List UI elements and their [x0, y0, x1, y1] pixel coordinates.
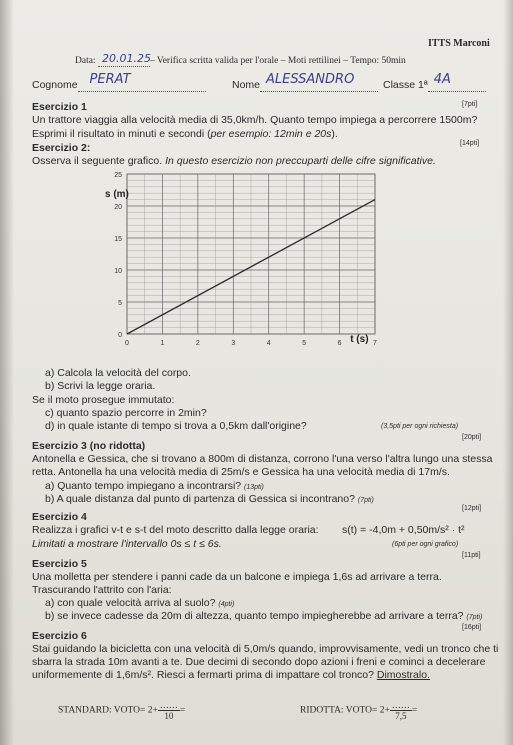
nome-field — [260, 72, 378, 92]
ridotta-label: RIDOTTA: VOTO= 2+ — [300, 705, 390, 716]
nome-handwritten: ALESSANDRO — [266, 72, 355, 87]
es2-qa: a) Calcola la velocità del corpo. — [45, 367, 191, 379]
es2-intro-b: In questo esercizio non preccuparti delle cifre significative. — [165, 155, 436, 167]
y-tick-label: 25 — [114, 172, 122, 179]
school-name: ITTS Marconi — [428, 38, 490, 49]
es3-qb-text: b) A quale distanza dal punto di partenza di Gessica si incontrano? — [45, 493, 355, 505]
nome-label: Nome — [232, 79, 261, 91]
es6-line3-a: uniformemente di 1,6m/s². Riesci a fermarti prima di impattare col tronco? — [32, 669, 377, 681]
es4-line2: Limitati a mostrare l'intervallo 0s ≤ t ≤ 6s. — [32, 538, 222, 550]
x-tick-label: 5 — [302, 340, 307, 347]
standard-fraction — [158, 700, 180, 721]
es3-qa — [45, 480, 264, 492]
es2-intro-a: Osserva il seguente grafico. — [32, 155, 166, 167]
standard-numerator: …… — [159, 700, 178, 710]
x-tick-label: 0 — [125, 340, 129, 347]
es1-line1: Un trattore viaggia alla velocità media di 35,0km/h. Quanto tempo impiega a percorrere 1500m? — [32, 114, 478, 126]
date-line — [75, 52, 406, 67]
ridotta-denominator: 7,5 — [395, 711, 407, 721]
y-tick-label: 0 — [118, 332, 122, 339]
es6-line3-b: Dimostralo. — [376, 669, 430, 681]
x-tick-label: 3 — [231, 340, 236, 347]
es1-line2-a: Esprimi il risultato in minuti e secondi ( — [32, 128, 211, 140]
es5-line2: Trascurando l'attrito con l'aria: — [32, 584, 172, 596]
y-axis-label: s (m) — [105, 189, 129, 201]
x-tick-label: 2 — [195, 340, 200, 347]
es2-qb: b) Scrivi la legge oraria. — [45, 380, 156, 392]
standard-label: STANDARD: VOTO= 2+ — [58, 705, 158, 716]
position-time-chart — [105, 168, 405, 353]
es6-line1: Stai guidando la bicicletta con una velocità di 5,0m/s quando, improvvisamente, vedi un tronco che ti — [32, 643, 499, 655]
exam-subtitle: – Verifica scritta valida per l'orale – Moti rettilinei – Tempo: 50min — [149, 56, 406, 66]
ridotta-numerator: …… — [391, 700, 410, 710]
x-tick-label: 7 — [373, 340, 377, 347]
es3-qa-points: (13pti) — [244, 484, 264, 491]
y-tick-label: 5 — [118, 300, 122, 307]
es5-qa-points: (4pti) — [218, 601, 235, 608]
es3-title: Esercizio 3 (no ridotta) — [32, 440, 146, 452]
standard-equals: = — [179, 705, 186, 716]
x-tick-label: 1 — [160, 340, 165, 347]
es2-qc: c) quanto spazio percorre in 2min? — [45, 407, 207, 419]
es3-line1: Antonella e Gessica, che si trovano a 800m di distanza, corrono l'una verso l'altra lungo una stessa — [32, 453, 493, 465]
es5-qb — [45, 610, 482, 622]
es6-points: [16pti] — [462, 624, 482, 631]
es5-qa-text: a) con quale velocità arriva al suolo? — [45, 597, 216, 609]
y-tick-label: 20 — [114, 204, 122, 211]
es2-intro — [32, 155, 436, 167]
chart-svg — [105, 168, 405, 353]
nome-line — [232, 72, 378, 92]
es1-line2-example: per esempio: 12min e 20s — [210, 128, 332, 140]
es4-law: s(t) = -4,0m + 0,50m/s² · t² — [342, 524, 465, 536]
es5-qa — [45, 597, 234, 609]
standard-denominator: 10 — [164, 711, 174, 721]
y-tick-label: 15 — [114, 236, 122, 243]
es4-line1: Realizza i grafici v-t e s-t del moto descritto dalla legge oraria: — [32, 524, 319, 536]
date-label: Data: — [75, 56, 96, 66]
es2-title: Esercizio 2: — [32, 142, 91, 154]
es5-title: Esercizio 5 — [32, 558, 87, 570]
cognome-label: Cognome — [32, 79, 78, 91]
y-tick-label: 10 — [114, 268, 122, 275]
ridotta-equals: = — [411, 705, 418, 716]
date-field — [98, 52, 151, 67]
es4-note: (6pti per ogni grafico) — [392, 541, 459, 548]
es2-points: [14pti] — [460, 140, 480, 147]
es1-line2 — [32, 128, 338, 140]
es1-line2-c: ). — [331, 128, 338, 140]
es2-note: (3,5pti per ogni richiesta) — [381, 423, 459, 430]
es2-continue: Se il moto prosegue immutato: — [32, 394, 175, 406]
es4-points: [12pti] — [462, 505, 482, 512]
x-tick-label: 6 — [337, 340, 342, 347]
es2-qd: d) in quale istante di tempo si trova a 0,5km dall'origine? — [45, 420, 307, 432]
date-handwritten: 20.01.25 — [101, 52, 151, 65]
es5-qb-text: b) se invece cadesse da 20m di altezza, quanto tempo impiegherebbe ad arrivare a terra? — [45, 610, 464, 622]
es3-line2: retta. Antonella ha una velocità media di 25m/s e Gessica ha una velocità media di 17m/s. — [32, 466, 450, 478]
es3-qb — [45, 493, 374, 505]
es3-qb-points: (7pti) — [357, 497, 374, 504]
classe-handwritten: 4A — [433, 72, 451, 87]
es6-title: Esercizio 6 — [32, 630, 87, 642]
cognome-line — [32, 72, 206, 92]
classe-field — [428, 72, 486, 92]
es1-points: [7pti] — [462, 101, 478, 108]
classe-line — [383, 72, 486, 92]
classe-label: Classe 1ª — [383, 79, 428, 91]
page-shadow-right — [503, 0, 513, 745]
es5-line1: Una molletta per stendere i panni cade da un balcone e impiega 1,6s ad arrivare a terra. — [32, 571, 442, 583]
ridotta-fraction — [390, 700, 412, 721]
es5-qb-points: (7pti) — [466, 614, 483, 621]
x-axis-label: t (s) — [350, 334, 369, 345]
es1-title: Esercizio 1 — [32, 101, 87, 113]
page-shadow-left — [0, 0, 14, 745]
cognome-handwritten: PERAT — [89, 72, 131, 87]
es3-points: [20pti] — [462, 434, 482, 441]
es3-qa-text: a) Quanto tempo impiegano a incontrarsi? — [45, 480, 242, 492]
cognome-field — [78, 72, 206, 92]
es4-title: Esercizio 4 — [32, 511, 87, 523]
es6-line3 — [32, 669, 430, 681]
x-tick-label: 4 — [266, 340, 271, 347]
footer-standard — [58, 700, 185, 721]
es5-points: [11pti] — [462, 552, 481, 559]
es6-line2: sbarra la strada 10m avanti a te. Due decimi di secondo dopo azioni i freni e cominci a decelerare — [32, 656, 486, 668]
footer-ridotta — [300, 700, 417, 721]
